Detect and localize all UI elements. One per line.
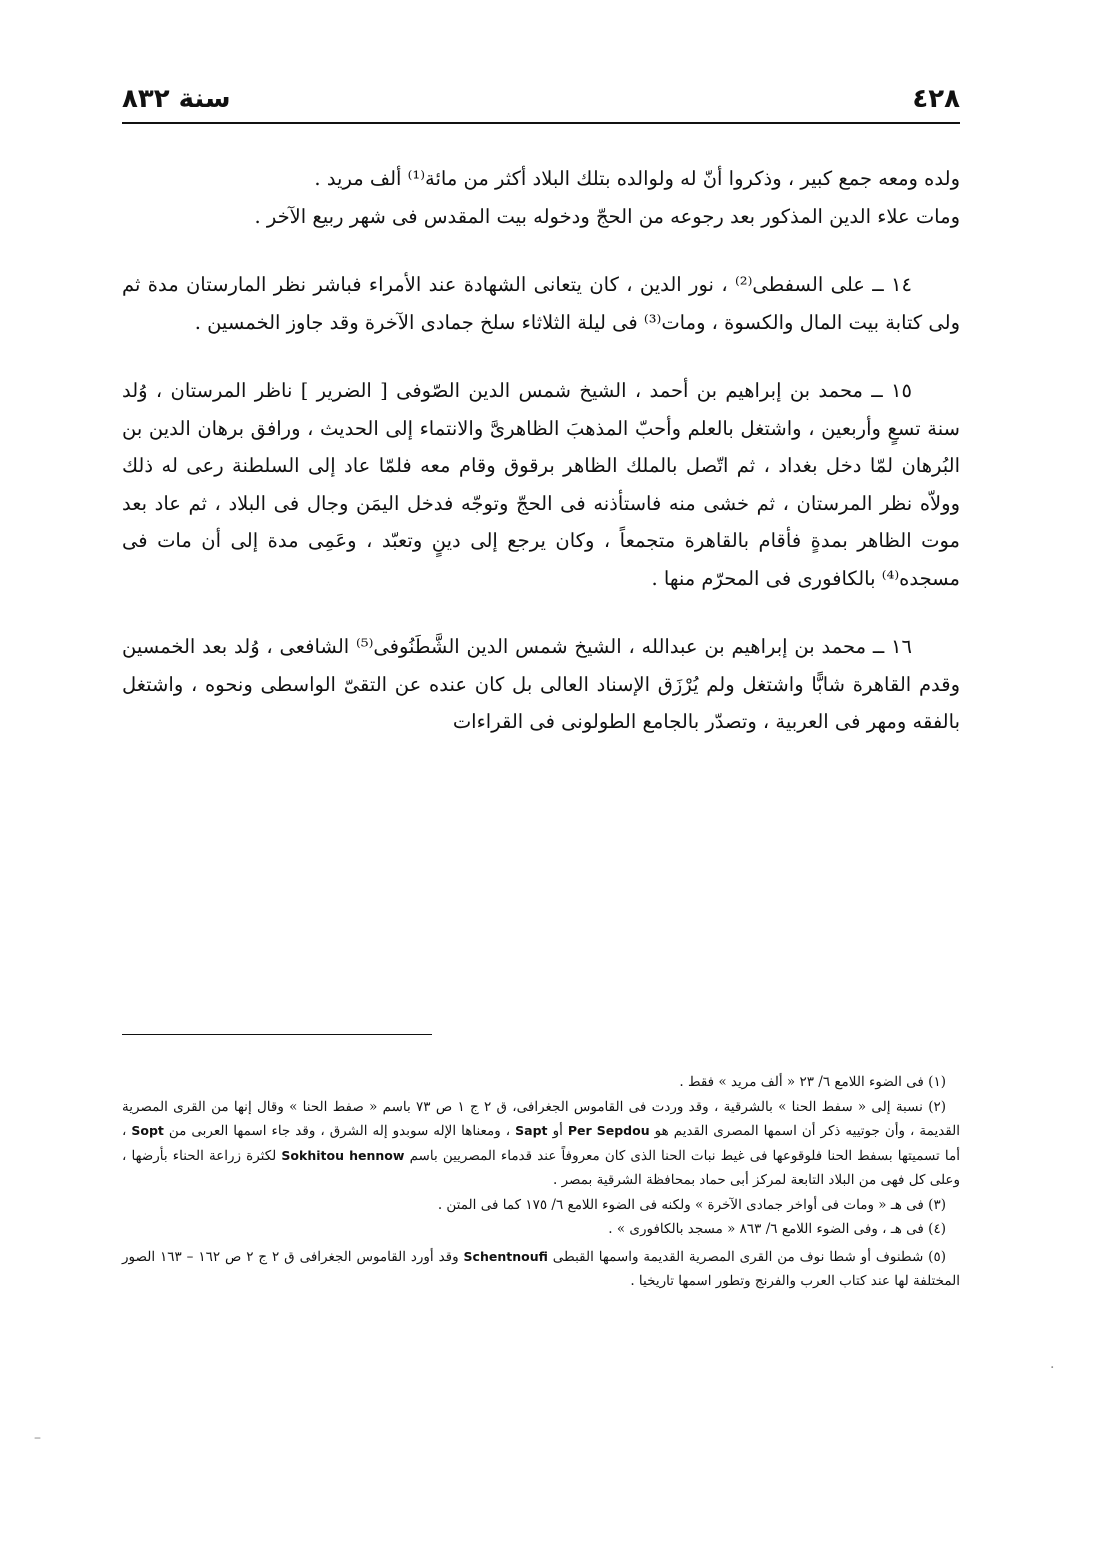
footnote-2-latin-1: Per Sepdou [567, 1123, 650, 1138]
footnote-5-text-b: وقد أورد القاموس الجغرافى ق ٢ ج ٢ ص ١٦٢ – ١٦٣ الصور المختلفة لها عند كتاب العرب والفرنج وتطور اسمها تاريخيا . [122, 1248, 960, 1289]
footnote-2-latin-2: Sapt [515, 1123, 548, 1138]
footnote-1: (١) فى الضوء اللامع ٦/ ٢٣ « ألف مريد » فقط . [679, 1074, 946, 1090]
footnote-3: (٣) فى هـ « ومات فى أواخر جمادى الآخرة » ولكنه فى الضوء اللامع ٦/ ١٧٥ كما فى المتن . [437, 1196, 946, 1213]
running-title-year: سنة ٨٣٢ [122, 84, 231, 114]
page-number: ٤٢٨ [912, 84, 960, 114]
header-rule [122, 122, 960, 124]
footnote-2-text-c: ، ومعناها الإله سوبدو إله الشرق ، وقد جاء اسمها العربى من [168, 1123, 511, 1139]
footnote-4: (٤) فى هـ ، وفى الضوء اللامع ٦/ ٨٦٣ « مسجد بالكافورى » . [608, 1221, 946, 1237]
main-text [122, 160, 960, 741]
paragraph-continued-line-1: ولده ومعه جمع كبير ، وذكروا أنّ له ولوالده بتلك البلاد أكثر من مائة⁽¹⁾ ألف مريد . [314, 167, 960, 190]
footnote-2-text-b: أو [552, 1123, 563, 1139]
paragraph-continued-line-2: ومات علاء الدين المذكور بعد رجوعه من الحجّ ودخوله بيت المقدس فى شهر ربيع الآخر . [254, 204, 960, 228]
footnote-2-latin-4: Sokhitou hennow [281, 1147, 405, 1163]
book-page [122, 78, 960, 1518]
footnote-5-text-a: (٥) شطنوف أو شطا نوف من القرى المصرية القديمة واسمها القبطى [552, 1248, 947, 1265]
entry-15: ١٥ ــ محمد بن إبراهيم بن أحمد ، الشيخ شمس الدين الصّوفى [ الضرير ] ناظر المرستان ، وُلد سنة تسعٍ وأربعين ، واشتغل بالعلم وأحبّ المذهبَ الظاهرىَّ والانتماء إلى الحديث ، ورافق برهان الدين بن البُرهان لمّا دخل بغداد ، ثم اتّصل بالملك الظاهر برقوق وقام معه فلمّا عاد إلى السلطنة رعى له ذلك وولاّه نظر المرستان ، ثم خشى منه فاستأذنه فى الحجّ وتوجّه فدخل اليمَن وجال فى البلاد ، ثم عاد بعد موت الظاهر بمدةٍ فأقام بالقاهرة متجمعاً ، وكان يرجع إلى دينٍ وتعبّد ، وعَمِى مدة إلى أن مات فى مسجده⁽⁴⁾ بالكافورى فى المحرّم منها . [122, 379, 960, 590]
footnote-2-text-d: ، أما تسميتها بسفط الحنا فلوقوعها فى غيط نبات الحنا الذى كان معروفاً عند قدماء المصريين باسم [122, 1123, 961, 1164]
entry-16: ١٦ ــ محمد بن إبراهيم بن عبدالله ، الشيخ شمس الدين الشَّطَنُوفى⁽⁵⁾ الشافعى ، وُلد بعد الخمسين وقدم القاهرة شابًّا واشتغل ولم يُرْزَق الإسناد العالى بل كان عنده عن التقىّ الواسطى ونحوه ، واشتغل بالفقه ومهر فى العربية ، وتصدّر بالجامع الطولونى فى القراءات [122, 635, 960, 733]
footnote-2-text-e: لكثرة زراعة الحناء بأرضها ، وعلى كل فهى من البلاد التابعة لمركز أبى حماد بمحافظة الشرقية بمصر . [122, 1147, 960, 1188]
footnotes [122, 1070, 960, 1294]
scan-speck: · [1050, 1360, 1055, 1376]
footnote-2-text-a: (٢) نسبة إلى « سفط الحنا » بالشرقية ، وقد وردت فى القاموس الجغرافى، ق ٢ ج ١ ص ٧٣ باسم « صفط الحنا » وقال إنها من القرى المصرية القديمة ، وأن جوتييه ذكر أن اسمها المصرى القديم هو [122, 1098, 961, 1139]
footnote-2-latin-3: Sopt [131, 1123, 164, 1138]
entry-14: ١٤ ــ على السفطى⁽²⁾ ، نور الدين ، كان يتعانى الشهادة عند الأمراء فباشر نظر المارستان مدة ثم ولى كتابة بيت المال والكسوة ، ومات⁽³⁾ فى ليلة الثلاثاء سلخ جمادى الآخرة وقد جاوز الخمسين . [122, 273, 960, 334]
footnote-5-latin: Schentnoufi [463, 1248, 548, 1264]
footnote-2 [122, 1095, 960, 1193]
scan-speck: – [34, 1430, 41, 1446]
footnote-separator [122, 1034, 432, 1035]
running-header [122, 78, 960, 120]
footnote-5 [122, 1245, 960, 1294]
